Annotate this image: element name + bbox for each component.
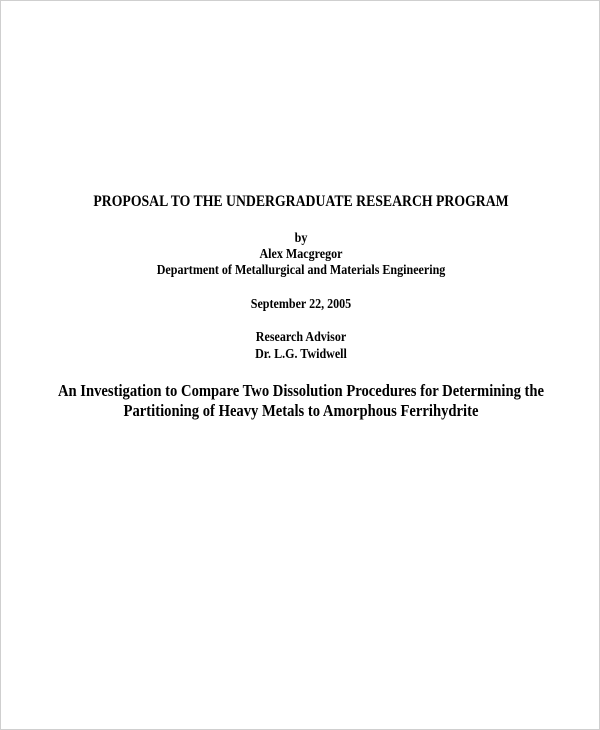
proposal-heading: PROPOSAL TO THE UNDERGRADUATE RESEARCH PROGRAM [93,193,509,210]
advisor-name: Dr. L.G. Twidwell [255,347,347,362]
advisor-role-label: Research Advisor [255,330,347,345]
research-title-line-1: An Investigation to Compare Two Dissolution Procedures for Determining the [57,381,545,400]
author-name: Alex Macgregor [259,247,343,262]
by-label: by [294,231,308,246]
proposal-date: September 22, 2005 [250,297,352,312]
department-name: Department of Metallurgical and Materials Engineering [156,263,446,278]
research-title-line-2: Partitioning of Heavy Metals to Amorphous Ferrihydrite [123,401,479,420]
